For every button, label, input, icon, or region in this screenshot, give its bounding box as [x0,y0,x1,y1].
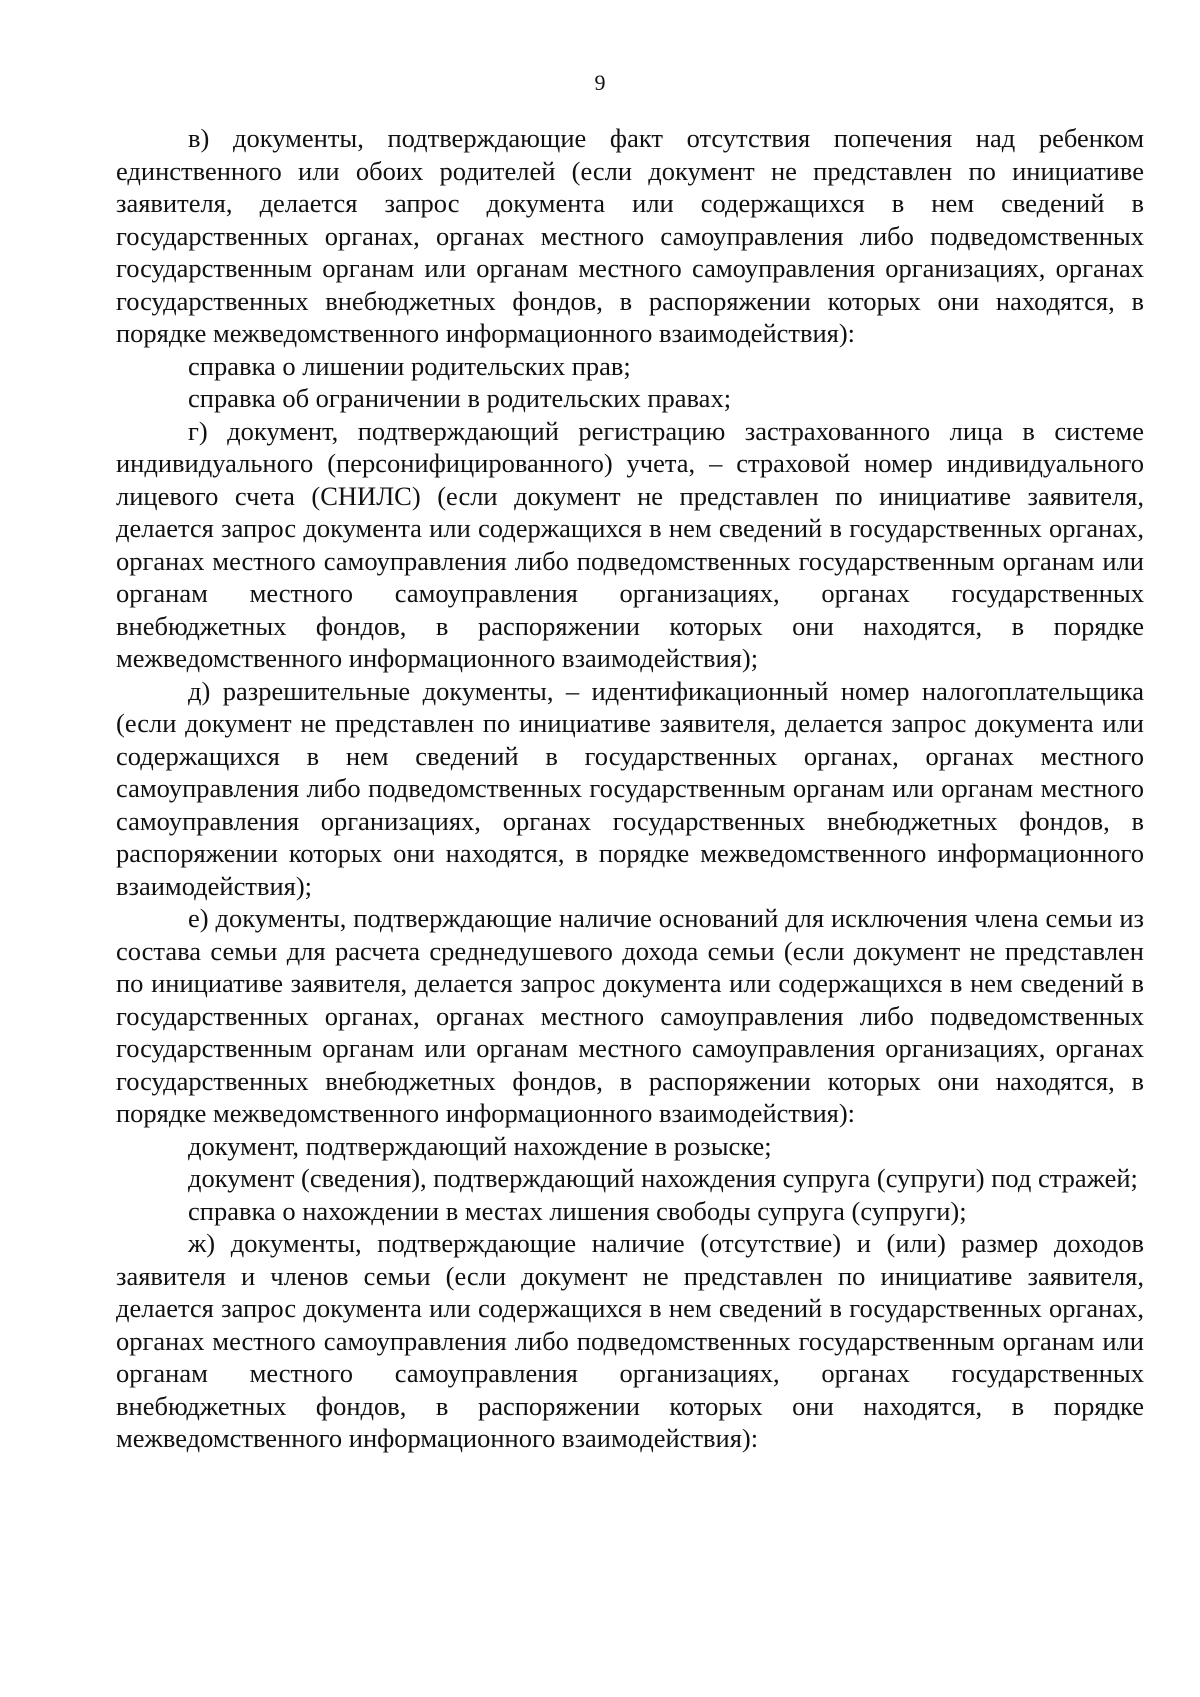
paragraph-item-zh: ж) документы, подтверждающие наличие (отсутствие) и (или) размер доходов заявителя и членов семьи (если документ не представлен по инициативе заявителя, делается запрос документа или содержащихся в нем сведений в государственных органах, органах местного самоуправления либо подведомственных государственным органам или органам местного самоуправления организациях, органах государственных внебюджетных фондов, в распоряжении которых они находятся, в порядке межведомственного информационного взаимодействия): [116,1228,1144,1453]
page-number: 9 [594,70,606,95]
list-item-imprisonment-certificate: справка о нахождении в местах лишения свободы супруга (супруги); [188,1195,967,1226]
paragraph-item-e: е) документы, подтверждающие наличие оснований для исключения члена семьи из состава семьи для расчета среднедушевого дохода семьи (если документ не представлен по инициативе заявителя, делается запрос документа или содержащихся в нем сведений в государственных органах, органах местного самоуправления либо подведомственных государственным органам или органам местного самоуправления организациях, органах государственных внебюджетных фондов, в распоряжении которых они находятся, в порядке межведомственного информационного взаимодействия): [116,903,1144,1128]
document-body [116,122,1144,1455]
paragraph-item-g: г) документ, подтверждающий регистрацию застрахованного лица в системе индивидуального (персонифицированного) учета, – страховой номер индивидуального лицевого счета (СНИЛС) (если документ не представлен по инициативе заявителя, делается запрос документа или содержащихся в нем сведений в государственных органах, органах местного самоуправления либо подведомственных государственным органам или органам местного самоуправления организациях, органах государственных внебюджетных фондов, в распоряжении которых они находятся, в порядке межведомственного информационного взаимодействия); [116,415,1144,673]
list-item-restriction-certificate: справка об ограничении в родительских правах; [188,383,732,413]
paragraph-item-v: в) документы, подтверждающие факт отсутствия попечения над ребенком единственного или обоих родителей (если документ не представлен по инициативе заявителя, делается запрос документа или содержащихся в нем сведений в государственных органах, органах местного самоуправления либо подведомственных государственным органам или органам местного самоуправления организациях, органах государственных внебюджетных фондов, в распоряжении которых они находятся, в порядке межведомственного информационного взаимодействия): [116,123,1144,348]
list-item-custody-document: документ (сведения), подтверждающий нахождения супруга (супруги) под стражей; [188,1163,1138,1193]
list-item-wanted-document: документ, подтверждающий нахождение в розыске; [188,1130,772,1161]
paragraph-item-d: д) разрешительные документы, – идентификационный номер налогоплательщика (если документ не представлен по инициативе заявителя, делается запрос документа или содержащихся в нем сведений в государственных органах, органах местного самоуправления либо подведомственных государственным органам или органам местного самоуправления организациях, органах государственных внебюджетных фондов, в распоряжении которых они находятся, в порядке межведомственного информационного взаимодействия); [116,675,1144,901]
list-item-deprivation-certificate: справка о лишении родительских прав; [188,350,631,381]
